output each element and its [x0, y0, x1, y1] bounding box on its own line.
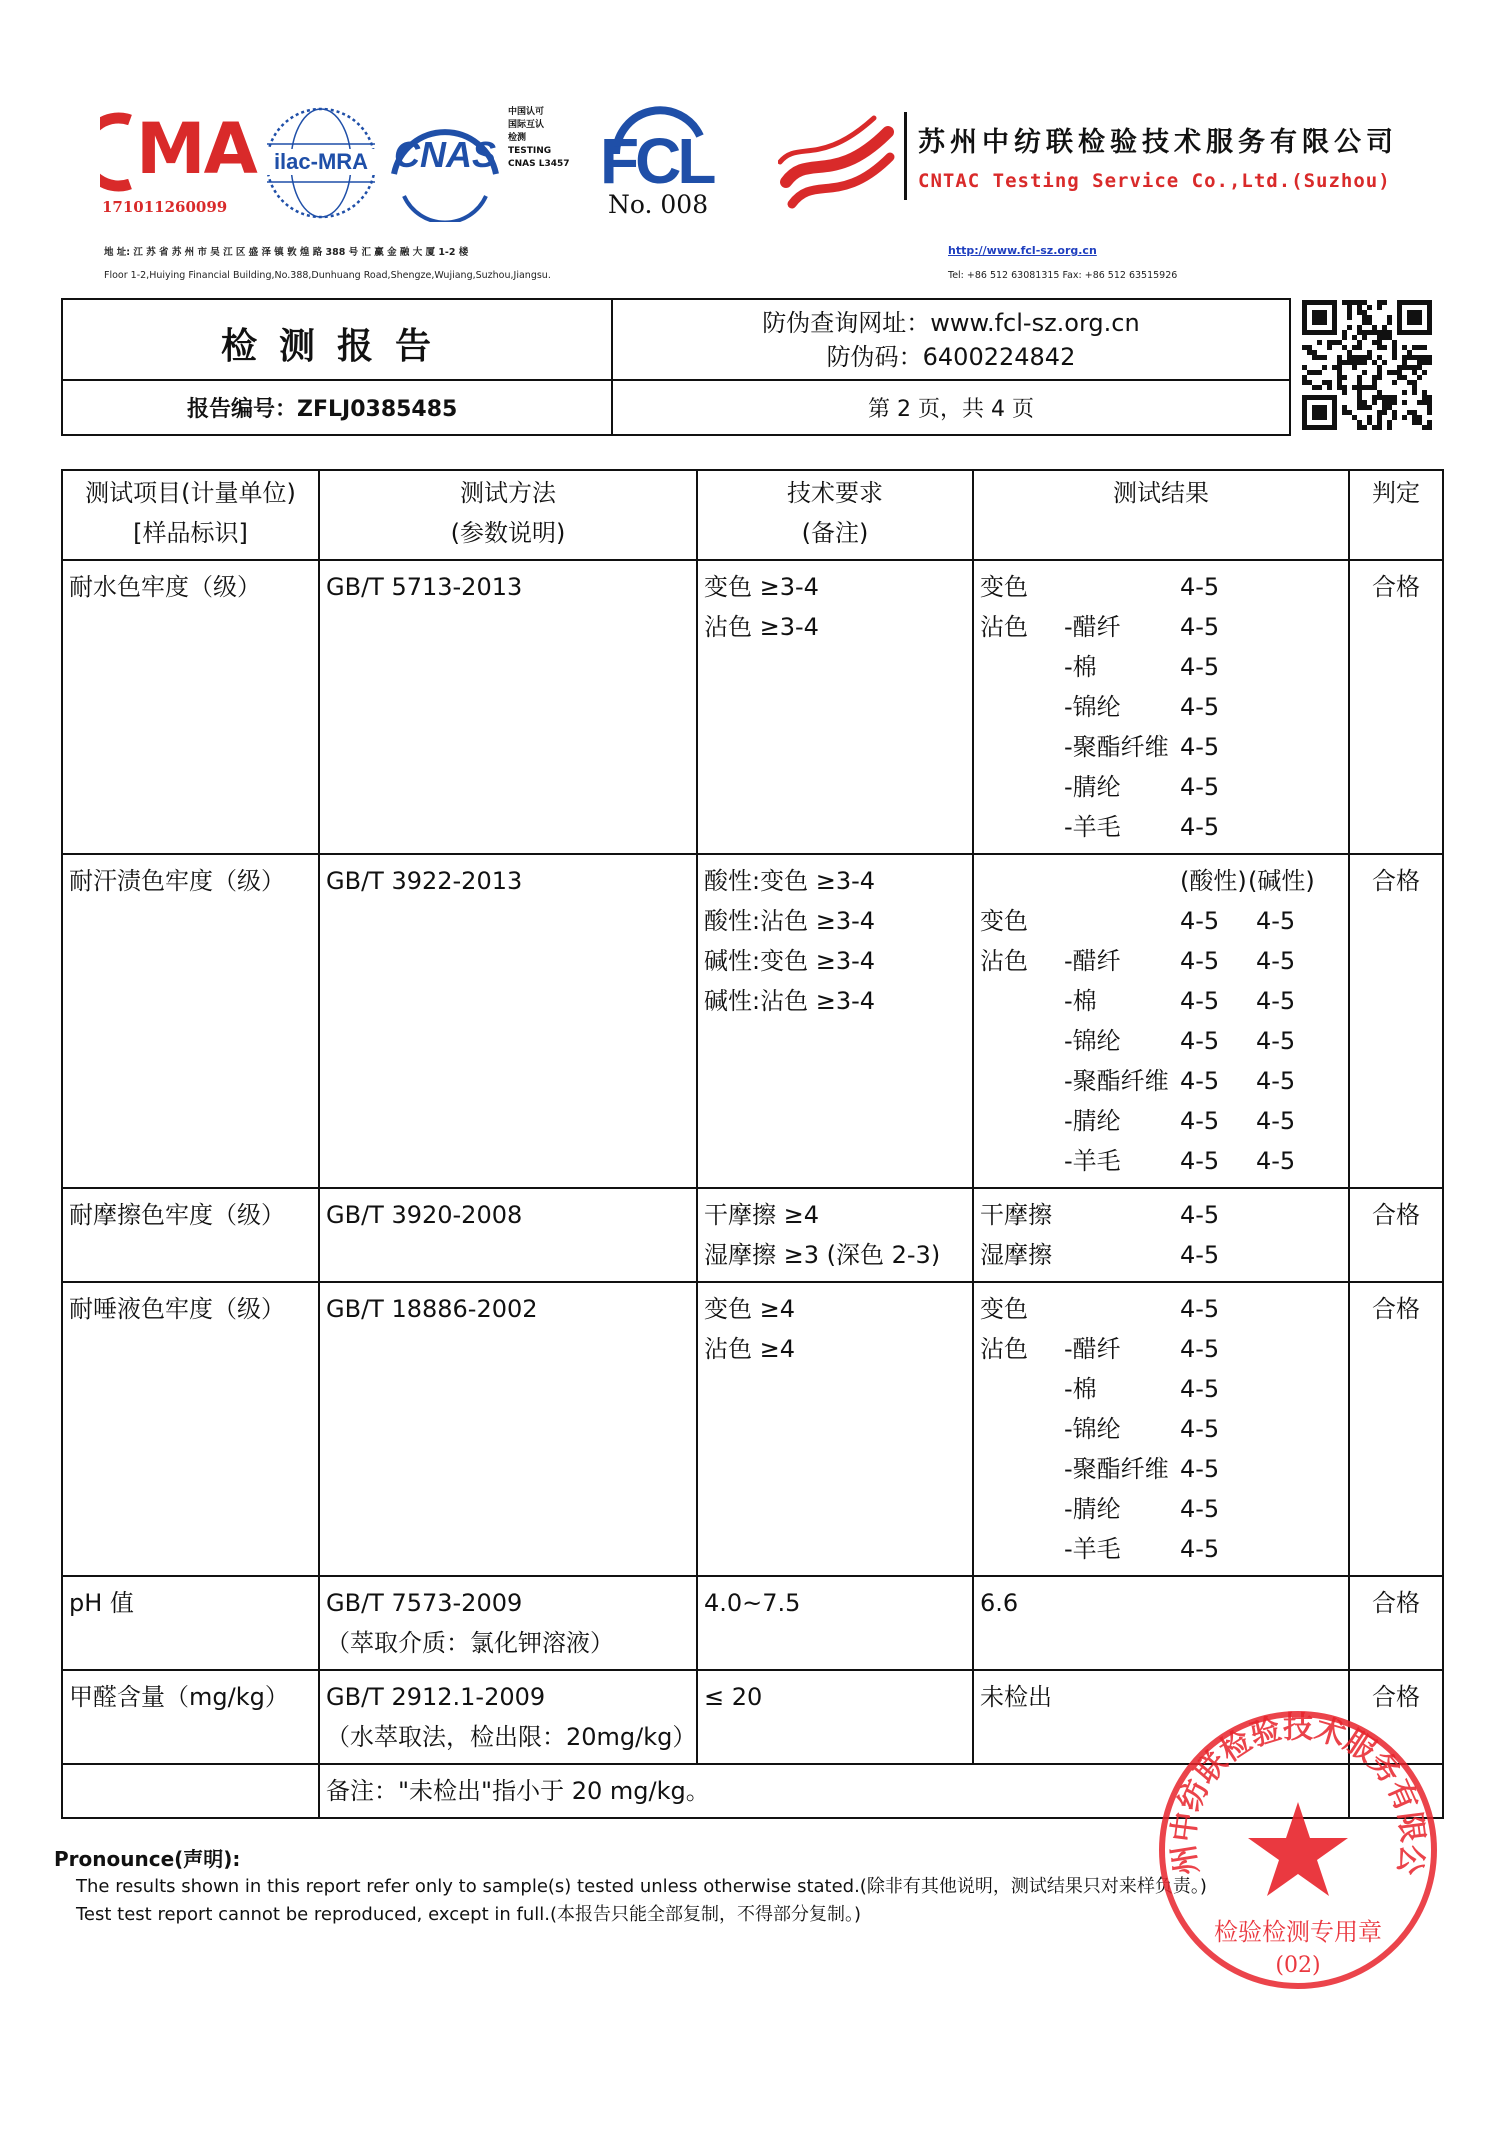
fcl-logo — [596, 96, 716, 226]
qr-code[interactable] — [1302, 300, 1432, 430]
result-label: 变色 — [980, 907, 1028, 935]
statement-line-2: Test test report cannot be reproduced, except in full.(本报告只能全部复制，不得部分复制。) — [76, 1904, 862, 1925]
result-value-2: 4-5 — [1256, 907, 1296, 935]
result-value: 4-5 — [1180, 1295, 1220, 1323]
cell-requirement — [697, 1670, 973, 1764]
verify-block — [613, 306, 1289, 374]
cnas-logo — [384, 104, 506, 222]
result-line — [980, 727, 1342, 767]
address-cn: 地 址: 江 苏 省 苏 州 市 吴 江 区 盛 泽 镇 敦 煌 路 388 号 汇 赢 金 融 大 厦 1-2 楼 — [104, 247, 469, 258]
method-line: GB/T 5713-2013 — [326, 573, 523, 601]
cell-item — [62, 1670, 319, 1764]
official-seal — [1148, 1700, 1448, 2000]
fcl-mark: FCL — [600, 125, 713, 197]
company-logo — [778, 112, 898, 212]
result-line — [980, 1101, 1342, 1141]
result-sublabel: -聚酯纤维 — [1064, 733, 1169, 761]
requirement-line: 沾色 ≥3-4 — [704, 613, 819, 641]
company-name-en: CNTAC Testing Service Co.,Ltd.(Suzhou) — [918, 170, 1391, 192]
cell-result — [973, 560, 1349, 854]
col-header-requirement: 技术要求 (备注) — [697, 470, 973, 560]
cell-method — [319, 854, 697, 1188]
result-line — [980, 1409, 1342, 1449]
verify-code: 防伪码：6400224842 — [826, 343, 1076, 371]
col-header-method: 测试方法 (参数说明) — [319, 470, 697, 560]
qr-code-icon — [1302, 300, 1432, 430]
result-line — [980, 1141, 1342, 1181]
item-label: 甲醛含量（mg/kg） — [69, 1683, 289, 1711]
report-number — [187, 392, 457, 423]
result-line — [980, 1489, 1342, 1529]
table-row — [62, 854, 1443, 1188]
table-row — [62, 1188, 1443, 1282]
fcl-number: No. 008 — [608, 190, 709, 219]
cell-item — [62, 1282, 319, 1576]
company-name-cn: 苏州中纺联检验技术服务有限公司 — [918, 127, 1398, 158]
result-value: 4-5 — [1180, 1241, 1220, 1269]
result-value: 4-5 — [1180, 1495, 1220, 1523]
result-line — [980, 1583, 1342, 1623]
method-line: GB/T 2912.1-2009 — [326, 1683, 546, 1711]
method-line: （水萃取法，检出限：20mg/kg） — [326, 1723, 697, 1751]
result-label: 6.6 — [980, 1589, 1019, 1617]
website-link[interactable]: http://www.fcl-sz.org.cn — [948, 244, 1097, 257]
cma-number: 171011260099 — [102, 198, 228, 216]
result-line — [980, 1195, 1342, 1235]
report-header-box — [61, 298, 1291, 436]
method-line: GB/T 3922-2013 — [326, 867, 523, 895]
statement-line-1: The results shown in this report refer only to sample(s) tested unless otherwise stated.(除非有其他说明，测试结果只对来样负责。) — [76, 1876, 1207, 1897]
result-line — [980, 1235, 1342, 1275]
cell-item — [62, 854, 319, 1188]
col-header-result: 测试结果 — [973, 470, 1349, 560]
cell-item — [62, 1576, 319, 1670]
cell-result — [973, 1188, 1349, 1282]
requirement-line: 湿摩擦 ≥3 (深色 2-3) — [704, 1241, 941, 1269]
seal-bottom-text: 检验检测专用章 — [1214, 1918, 1382, 1946]
result-value-2: 4-5 — [1256, 1067, 1296, 1095]
result-sublabel: -腈纶 — [1064, 1495, 1121, 1523]
requirement-line: 变色 ≥3-4 — [704, 573, 819, 601]
cell-item — [62, 560, 319, 854]
result-value: 4-5 — [1180, 1415, 1220, 1443]
col-header-verdict: 判定 — [1349, 470, 1443, 560]
report-title: 检测报告 — [220, 326, 453, 367]
cell-requirement — [697, 560, 973, 854]
result-value: 4-5 — [1180, 907, 1220, 935]
result-value: 4-5 — [1180, 653, 1220, 681]
table-header-row — [62, 470, 1443, 560]
result-label: 变色 — [980, 573, 1028, 601]
verdict-value: 合格 — [1372, 1589, 1420, 1617]
note-text: 备注："未检出"指小于 20 mg/kg。 — [326, 1777, 710, 1805]
item-label: pH 值 — [69, 1589, 134, 1617]
result-label: 湿摩擦 — [980, 1241, 1052, 1269]
cell-method — [319, 560, 697, 854]
cell-method — [319, 1576, 697, 1670]
result-sublabel: -棉 — [1064, 987, 1097, 1015]
result-value: 4-5 — [1180, 613, 1220, 641]
cell-verdict — [1349, 1282, 1443, 1576]
cell-method — [319, 1188, 697, 1282]
result-value: 4-5 — [1180, 987, 1220, 1015]
result-value: 4-5 — [1180, 1455, 1220, 1483]
requirement-line: 碱性:变色 ≥3-4 — [704, 947, 876, 975]
result-label: 干摩擦 — [980, 1201, 1052, 1229]
table-row — [62, 1282, 1443, 1576]
requirement-line: 沾色 ≥4 — [704, 1335, 796, 1363]
cell-method — [319, 1670, 697, 1764]
cell-requirement — [697, 1188, 973, 1282]
result-value-2: 4-5 — [1256, 1027, 1296, 1055]
result-value: 4-5 — [1180, 693, 1220, 721]
result-value: 4-5 — [1180, 1027, 1220, 1055]
result-value: 4-5 — [1180, 1335, 1220, 1363]
cell-result — [973, 1282, 1349, 1576]
result-label: 未检出 — [980, 1683, 1052, 1711]
item-label: 耐摩擦色牢度（级） — [69, 1201, 285, 1229]
result-line — [980, 1289, 1342, 1329]
cma-mark: MA — [136, 108, 256, 190]
cell-verdict — [1349, 560, 1443, 854]
result-value: 4-5 — [1180, 1535, 1220, 1563]
result-value-2: 4-5 — [1256, 1107, 1296, 1135]
table-row — [62, 560, 1443, 854]
cell-result — [973, 854, 1349, 1188]
method-line: GB/T 3920-2008 — [326, 1201, 523, 1229]
result-sublabel: -醋纤 — [1064, 1335, 1121, 1363]
result-value: 4-5 — [1180, 1067, 1220, 1095]
company-ribbon-icon — [778, 112, 898, 212]
verdict-value: 合格 — [1372, 1201, 1420, 1229]
result-sublabel: -锦纶 — [1064, 1027, 1121, 1055]
method-line: GB/T 18886-2002 — [326, 1295, 538, 1323]
cell-requirement — [697, 1282, 973, 1576]
verdict-value: 合格 — [1372, 1683, 1420, 1711]
cell-verdict — [1349, 1576, 1443, 1670]
method-line: （萃取介质：氯化钾溶液） — [326, 1629, 614, 1657]
result-sublabel: -棉 — [1064, 653, 1097, 681]
result-line — [980, 607, 1342, 647]
requirement-line: 酸性:沾色 ≥3-4 — [704, 907, 876, 935]
result-sublabel: -腈纶 — [1064, 1107, 1121, 1135]
result-line — [980, 1021, 1342, 1061]
seal-icon — [1148, 1700, 1448, 2000]
table-body — [62, 560, 1443, 1818]
cnas-mark: CNAS — [393, 134, 496, 175]
cell-method — [319, 1282, 697, 1576]
result-label: 沾色 — [980, 613, 1028, 641]
note-empty-cell — [62, 1764, 319, 1818]
result-value: 4-5 — [1180, 1147, 1220, 1175]
method-line: GB/T 7573-2009 — [326, 1589, 523, 1617]
result-line — [980, 767, 1342, 807]
report-number-label: 报告编号： — [187, 397, 298, 422]
result-value: 4-5 — [1180, 1375, 1220, 1403]
seal-code: (02) — [1275, 1953, 1321, 1978]
requirement-line: 干摩擦 ≥4 — [704, 1201, 820, 1229]
result-sublabel: -锦纶 — [1064, 1415, 1121, 1443]
requirement-line: 4.0~7.5 — [704, 1589, 801, 1617]
verify-url: 防伪查询网址：www.fcl-sz.org.cn — [762, 309, 1140, 337]
col-header-item: 测试项目(计量单位) [样品标识] — [62, 470, 319, 560]
result-value: 4-5 — [1180, 773, 1220, 801]
seal-ring-text: 州中纺联检验技术服务有限公 — [1166, 1710, 1430, 1878]
result-sublabel: -羊毛 — [1064, 1147, 1121, 1175]
item-label: 耐水色牢度（级） — [69, 573, 261, 601]
report-number-value: ZFLJ0385485 — [297, 397, 458, 422]
requirement-line: 酸性:变色 ≥3-4 — [704, 867, 876, 895]
result-line — [980, 647, 1342, 687]
requirement-line: 变色 ≥4 — [704, 1295, 796, 1323]
ilac-mark: ilac-MRA — [260, 149, 382, 175]
verdict-value: 合格 — [1372, 867, 1420, 895]
result-value: 4-5 — [1180, 1107, 1220, 1135]
results-table — [61, 469, 1444, 1819]
result-line — [980, 1329, 1342, 1369]
result-label: 沾色 — [980, 1335, 1028, 1363]
cell-result — [973, 1576, 1349, 1670]
statement-title: Pronounce(声明): — [54, 1847, 241, 1871]
result-value-2: 4-5 — [1256, 1147, 1296, 1175]
result-label: 变色 — [980, 1295, 1028, 1323]
cnas-note: 中国认可 国际互认 检测 TESTING CNAS L3457 — [508, 107, 570, 169]
result-line — [980, 981, 1342, 1021]
result-line — [980, 687, 1342, 727]
result-line — [980, 807, 1342, 847]
result-value: (酸性) — [1180, 867, 1247, 895]
result-value-2: 4-5 — [1256, 987, 1296, 1015]
result-value: 4-5 — [1180, 1201, 1220, 1229]
result-line — [980, 567, 1342, 607]
result-sublabel: -聚酯纤维 — [1064, 1455, 1169, 1483]
result-sublabel: -棉 — [1064, 1375, 1097, 1403]
result-sublabel: -醋纤 — [1064, 613, 1121, 641]
result-line — [980, 861, 1342, 901]
tel-fax: Tel: +86 512 63081315 Fax: +86 512 63515926 — [948, 270, 1178, 281]
result-line — [980, 1449, 1342, 1489]
result-sublabel: -腈纶 — [1064, 773, 1121, 801]
company-divider — [904, 112, 907, 200]
table-row — [62, 1576, 1443, 1670]
result-value-2: 4-5 — [1256, 947, 1296, 975]
result-sublabel: -羊毛 — [1064, 1535, 1121, 1563]
cma-logo — [100, 108, 256, 222]
result-value: 4-5 — [1180, 813, 1220, 841]
report-header-hdivider — [63, 379, 1289, 381]
result-line — [980, 1369, 1342, 1409]
result-value-2: (碱性) — [1248, 867, 1315, 895]
result-sublabel: -锦纶 — [1064, 693, 1121, 721]
cell-requirement — [697, 1576, 973, 1670]
result-sublabel: -醋纤 — [1064, 947, 1121, 975]
page-info: 第 2 页，共 4 页 — [868, 397, 1034, 422]
item-label: 耐汗渍色牢度（级） — [69, 867, 285, 895]
verdict-value: 合格 — [1372, 1295, 1420, 1323]
result-sublabel: -聚酯纤维 — [1064, 1067, 1169, 1095]
ilac-logo — [262, 104, 380, 222]
result-line — [980, 901, 1342, 941]
requirement-line: 碱性:沾色 ≥3-4 — [704, 987, 876, 1015]
cell-requirement — [697, 854, 973, 1188]
seal-star-icon — [1248, 1802, 1348, 1896]
result-value: 4-5 — [1180, 733, 1220, 761]
item-label: 耐唾液色牢度（级） — [69, 1295, 285, 1323]
result-line — [980, 941, 1342, 981]
cell-verdict — [1349, 1188, 1443, 1282]
result-line — [980, 1061, 1342, 1101]
result-value: 4-5 — [1180, 947, 1220, 975]
result-sublabel: -羊毛 — [1064, 813, 1121, 841]
cell-verdict — [1349, 854, 1443, 1188]
result-value: 4-5 — [1180, 573, 1220, 601]
requirement-line: ≤ 20 — [704, 1683, 763, 1711]
cell-item — [62, 1188, 319, 1282]
result-label: 沾色 — [980, 947, 1028, 975]
verdict-value: 合格 — [1372, 573, 1420, 601]
address-en: Floor 1-2,Huiying Financial Building,No.388,Dunhuang Road,Shengze,Wujiang,Suzhou,Jiangsu. — [104, 270, 551, 281]
result-line — [980, 1529, 1342, 1569]
